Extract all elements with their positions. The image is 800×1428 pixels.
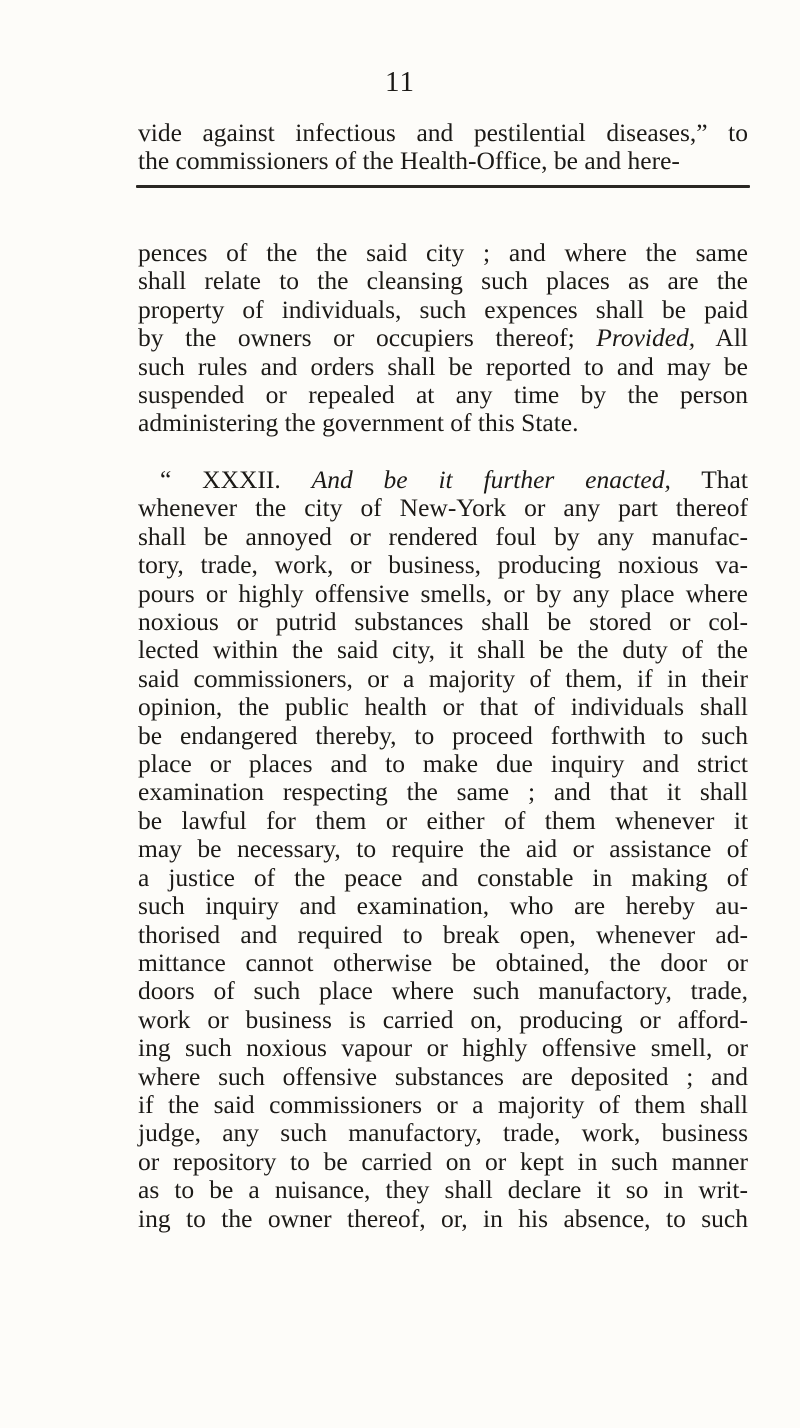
text-line: lected within the said city, it shall be the duty of the bbox=[138, 635, 748, 665]
text-line: ing to the owner thereof, or, in his absence, to such bbox=[138, 1203, 748, 1233]
text-line: the commissioners of the Health-Office, be and here- bbox=[138, 146, 680, 176]
text-line: may be necessary, to require the aid or assistance of bbox=[138, 834, 748, 864]
text-line: pours or highly offensive smells, or by any place where bbox=[138, 578, 748, 608]
text-line: be endangered thereby, to proceed forthwith to such bbox=[138, 720, 748, 750]
text-line: judge, any such manufactory, trade, work, business bbox=[138, 1118, 748, 1148]
text-line: or repository to be carried on or kept in such manner bbox=[138, 1146, 748, 1176]
text-line: property of individuals, such expences shall be paid bbox=[138, 294, 748, 324]
text-line: be lawful for them or either of them whenever it bbox=[138, 805, 748, 835]
provided-term: Provided, bbox=[596, 323, 696, 353]
text-line bbox=[138, 324, 748, 352]
text-line: administering the government of this State. bbox=[138, 408, 579, 438]
text-line: such inquiry and examination, who are hereby au- bbox=[138, 891, 748, 921]
text-line: where such offensive substances are deposited ; and bbox=[138, 1061, 748, 1091]
section-heading-line bbox=[138, 466, 748, 494]
text-line: opinion, the public health or that of individuals shall bbox=[138, 692, 748, 722]
text-line: noxious or putrid substances shall be stored or col- bbox=[138, 607, 748, 637]
text-line: a justice of the peace and constable in making of bbox=[138, 862, 748, 892]
text-line: suspended or repealed at any time by the person bbox=[138, 380, 748, 410]
text-segment: All bbox=[695, 323, 748, 353]
text-line: tory, trade, work, or business, producing noxious va- bbox=[138, 550, 748, 580]
text-line: ing such noxious vapour or highly offensive smell, or bbox=[138, 1033, 748, 1063]
section-number: “ XXXII. bbox=[160, 465, 312, 494]
text-line: examination respecting the same ; and that it shall bbox=[138, 777, 748, 807]
text-line: place or places and to make due inquiry and strict bbox=[138, 749, 748, 779]
page-number: 11 bbox=[385, 66, 415, 98]
text-line: shall relate to the cleansing such places as are the bbox=[138, 266, 748, 296]
text-line: as to be a nuisance, they shall declare it so in writ- bbox=[138, 1175, 748, 1205]
section-xxxii bbox=[138, 466, 748, 1233]
text-line: vide against infectious and pestilential diseases,” to bbox=[138, 118, 748, 147]
section-divider bbox=[136, 185, 750, 188]
text-line: whenever the city of New-York or any part thereof bbox=[138, 493, 748, 523]
enactment-clause: And be it further enacted, bbox=[311, 465, 671, 494]
text-line: said commissioners, or a majority of them, if in their bbox=[138, 663, 748, 693]
text-line: such rules and orders shall be reported to and may be bbox=[138, 351, 748, 381]
text-line: work or business is carried on, producing or afford- bbox=[138, 1004, 748, 1034]
text-line: pences of the the said city ; and where the same bbox=[138, 238, 748, 267]
paragraph-expences bbox=[138, 239, 748, 438]
text-line: doors of such place where such manufactory, trade, bbox=[138, 976, 748, 1006]
text-segment: That bbox=[670, 465, 748, 494]
text-line: shall be annoyed or rendered foul by any manufac- bbox=[138, 521, 748, 551]
text-segment: by the owners or occupiers thereof; bbox=[138, 323, 597, 353]
continuation-text bbox=[138, 119, 748, 176]
text-line: mittance cannot otherwise be obtained, the door or bbox=[138, 947, 748, 977]
text-line: thorised and required to break open, whenever ad- bbox=[138, 919, 748, 949]
text-line: if the said commissioners or a majority of them shall bbox=[138, 1089, 748, 1119]
